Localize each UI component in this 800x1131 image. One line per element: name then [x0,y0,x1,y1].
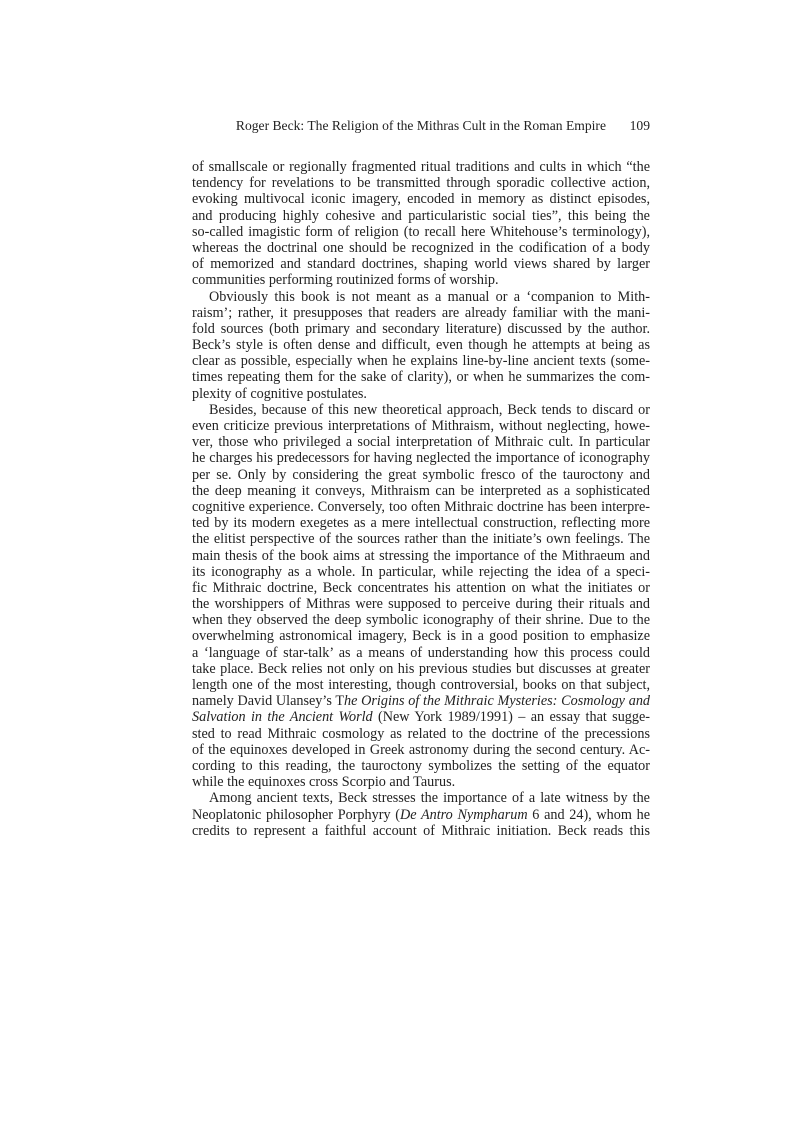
text-line: Obviously this book is not meant as a manual or a ‘companion to Mith- [209,288,650,305]
text-line: of the equinoxes developed in Greek astronomy during the second century. Ac- [192,741,650,758]
italic-title: he Origins of the Mithraic Mysteries: Cosmology and [344,693,651,710]
body-text [192,159,650,839]
text-line: raism’; rather, it presupposes that readers are already familiar with the mani- [192,304,650,321]
running-head-title: Roger Beck: The Religion of the Mithras Cult in the Roman Empire [235,118,606,133]
text-line [192,693,650,709]
text-line: tendency for revelations to be transmitted through sporadic collective action, [192,175,650,192]
page-number: 109 [629,118,650,133]
text-line: when they observed the deep symbolic iconography of their shrine. Due to the [192,612,650,629]
text-line: main thesis of the book aims at stressing the importance of the Mithraeum and [192,547,650,564]
text-line: Besides, because of this new theoretical approach, Beck tends to discard or [209,401,650,418]
text-line: a ‘language of star-talk’ as a means of understanding how this process could [192,644,650,661]
text-line: the elitist perspective of the sources rather than the initiate’s own feelings. The [192,531,650,548]
paragraph [192,402,650,791]
text-line [192,807,650,823]
text-line: even criticize previous interpretations of Mithraism, without neglecting, howe- [192,418,650,434]
italic-title: De Antro Nympharum [399,806,528,823]
text-segment: (New York 1989/1991) – an essay that sugge- [372,709,651,726]
text-segment: 6 and 24), whom he [527,806,650,823]
text-line: plexity of cognitive postulates. [192,385,367,402]
text-line: while the equinoxes cross Scorpio and Taurus. [192,774,456,791]
text-line: credits to represent a faithful account of Mithraic initiation. Beck reads this [192,822,650,839]
text-line: ver, those who privileged a social interpretation of Mithraic cult. In particular [192,434,650,451]
paragraph [192,159,650,289]
text-line: the deep meaning it conveys, Mithraism can be interpreted as a sophisticated [192,482,650,499]
paragraph [192,289,650,402]
text-segment: namely David Ulansey’s T [192,693,345,710]
text-line: take place. Beck relies not only on his previous studies but discusses at greater [192,660,650,677]
text-line: evoking multivocal iconic imagery, encoded in memory as distinct episodes, [192,191,650,208]
text-line: the worshippers of Mithras were supposed to perceive during their rituals and [192,596,650,613]
text-line: Beck’s style is often dense and difficult, even though he attempts at being as [192,337,650,354]
text-line: times repeating them for the sake of clarity), or when he summarizes the com- [192,369,650,386]
running-head [192,118,650,136]
text-line: whereas the doctrinal one should be recognized in the codification of a body [192,239,650,256]
text-line: length one of the most interesting, though controversial, books on that subject, [192,677,650,693]
text-line: of smallscale or regionally fragmented ritual traditions and cults in which “the [192,159,650,175]
text-line: overwhelming astronomical imagery, Beck is in a good position to emphasize [192,628,650,645]
text-line: fic Mithraic doctrine, Beck concentrates his attention on what the initiates or [192,579,650,596]
paragraph [192,790,650,839]
text-line: clear as possible, especially when he explains line-by-line ancient texts (some- [192,353,650,370]
text-line: ted by its modern exegetes as a mere intellectual construction, reflecting more [192,515,650,532]
text-segment: Neoplatonic philosopher Porphyry ( [192,806,400,823]
text-line: so-called imagistic form of religion (to recall here Whitehouse’s terminology), [192,223,650,240]
text-line: its iconography as a whole. In particular, while rejecting the idea of a speci- [192,563,650,580]
text-line: communities performing routinized forms of worship. [192,272,499,289]
text-line: of memorized and standard doctrines, shaping world views shared by larger [192,256,650,273]
text-line [192,709,650,725]
italic-title: Salvation in the Ancient World [192,709,373,726]
text-line: fold sources (both primary and secondary literature) discussed by the author. [192,320,650,337]
text-line: and producing highly cohesive and particularistic social ties”, this being the [192,207,650,224]
text-line: cording to this reading, the tauroctony symbolizes the setting of the equator [192,757,650,774]
text-line: sted to read Mithraic cosmology as related to the doctrine of the precessions [192,725,650,742]
text-line: per se. Only by considering the great symbolic fresco of the tauroctony and [192,466,650,483]
text-line: cognitive experience. Conversely, too often Mithraic doctrine has been interpre- [192,498,650,515]
text-line: Among ancient texts, Beck stresses the importance of a late witness by the [209,790,650,807]
text-line: he charges his predecessors for having neglected the importance of iconography [192,450,650,467]
